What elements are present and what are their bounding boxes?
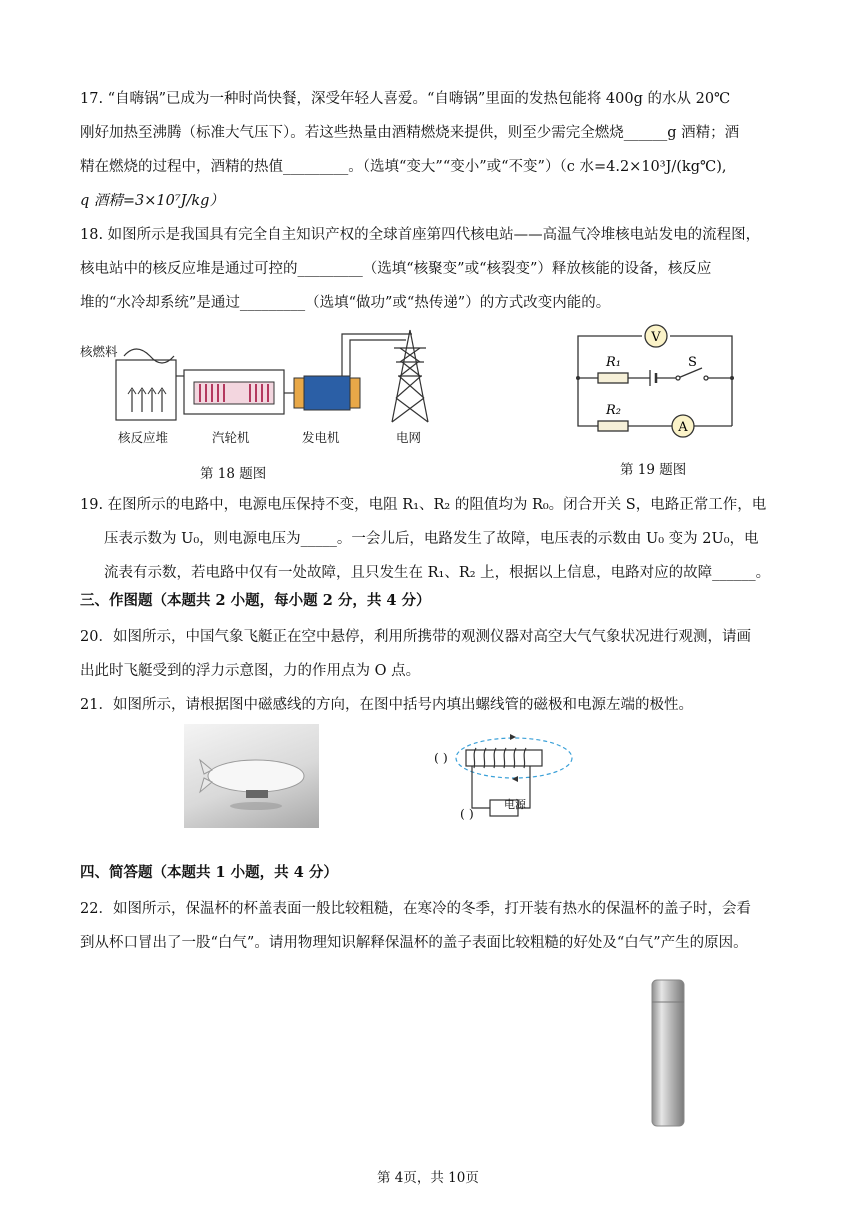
q17-line-3: 精在燃烧的过程中，酒精的热值_________。（选填“变大”“变小”或“不变”）（c 水=4.2×10³J/(kg℃),	[80, 159, 727, 175]
q19-caption: 第 19 题图	[620, 462, 687, 478]
q19-line-1: 19. 在图所示的电路中，电源电压保持不变，电阻 R₁、R₂ 的阻值均为 R₀。闭合开关 S，电路正常工作，电	[80, 497, 767, 513]
q22-line-2: 到从杯口冒出了一股“白气”。请用物理知识解释保温杯的盖子表面比较粗糙的好处及“白气”产生的原因。	[80, 935, 748, 951]
airship-image	[184, 724, 319, 828]
voltmeter-symbol: V	[651, 330, 661, 345]
fuel-label: 核燃料	[80, 344, 118, 359]
grid-label: 电网	[396, 430, 422, 445]
q18-line-1: 18. 如图所示是我国具有完全自主知识产权的全球首座第四代核电站——高温气冷堆核电站发电的流程图，	[80, 227, 761, 243]
section-4-title: 四、简答题（本题共 1 小题，共 4 分）	[80, 864, 338, 881]
power-tower	[392, 330, 428, 422]
q19-line-3: 流表有示数，若电路中仅有一处故障，且只发生在 R₁、R₂ 上，根据以上信息，电路对应的故障______。	[104, 565, 771, 581]
q17-line-2: 刚好加热至沸腾（标准大气压下）。若这些热量由酒精燃烧来提供，则至少需完全燃烧______g 酒精；酒	[80, 125, 740, 141]
q19-circuit	[570, 322, 740, 442]
q21-line-1: 21．如图所示，请根据图中磁感线的方向，在图中括号内填出螺线管的磁极和电源左端的极性。	[80, 697, 693, 713]
q18-figure	[80, 326, 460, 486]
generator-label: 发电机	[302, 430, 340, 445]
q22-line-1: 22．如图所示，保温杯的杯盖表面一般比较粗糙，在寒冷的冬季，打开装有热水的保温杯的盖子时，会看	[80, 901, 751, 917]
q19-figure	[570, 322, 740, 482]
solenoid-diagram	[432, 728, 582, 828]
reactor-box	[116, 360, 176, 420]
airship-photo	[184, 724, 319, 828]
r2-symbol: R₂	[606, 403, 621, 418]
thermos-bottle	[648, 978, 688, 1128]
solenoid-pole-bracket: ( )	[434, 750, 448, 765]
q17-line-4: q 酒精=3×10⁷J/kg）	[80, 193, 224, 209]
thermos-image	[648, 978, 688, 1128]
q19-line-2: 压表示数为 U₀，则电源电压为_____。一会儿后，电路发生了故障，电压表的示数由 U₀ 变为 2U₀，电	[104, 531, 759, 547]
r1-symbol: R₁	[606, 355, 621, 370]
q20-line-1: 20．如图所示，中国气象飞艇正在空中悬停，利用所携带的观测仪器对高空大气气象状况进行观测，请画	[80, 629, 751, 645]
q17-line-1: 17. “自嗨锅”已成为一种时尚快餐，深受年轻人喜爱。“自嗨锅”里面的发热包能将 400g 的水从 20℃	[80, 91, 731, 107]
turbine-label: 汽轮机	[212, 430, 250, 445]
ammeter-symbol: A	[678, 420, 688, 435]
section-3-title: 三、作图题（本题共 2 小题，每小题 2 分，共 4 分）	[80, 592, 431, 609]
q18-line-2: 核电站中的核反应堆是通过可控的_________（选填“核聚变”或“核裂变”）释放核能的设备，核反应	[80, 261, 712, 277]
page-footer: 第 4页，共 10页	[377, 1170, 479, 1186]
q21-figure	[432, 728, 582, 828]
power-source-label: 电源	[504, 798, 526, 811]
switch-symbol: S	[688, 355, 697, 370]
q18-line-3: 堆的“水冷却系统”是通过_________（选填“做功”或“热传递”）的方式改变内能的。	[80, 295, 611, 311]
power-pole-bracket: ( )	[460, 806, 474, 821]
q18-caption: 第 18 题图	[200, 466, 267, 482]
q20-line-2: 出此时飞艇受到的浮力示意图，力的作用点为 O 点。	[80, 663, 421, 679]
reactor-label: 核反应堆	[118, 430, 169, 445]
generator-coil	[304, 376, 350, 410]
